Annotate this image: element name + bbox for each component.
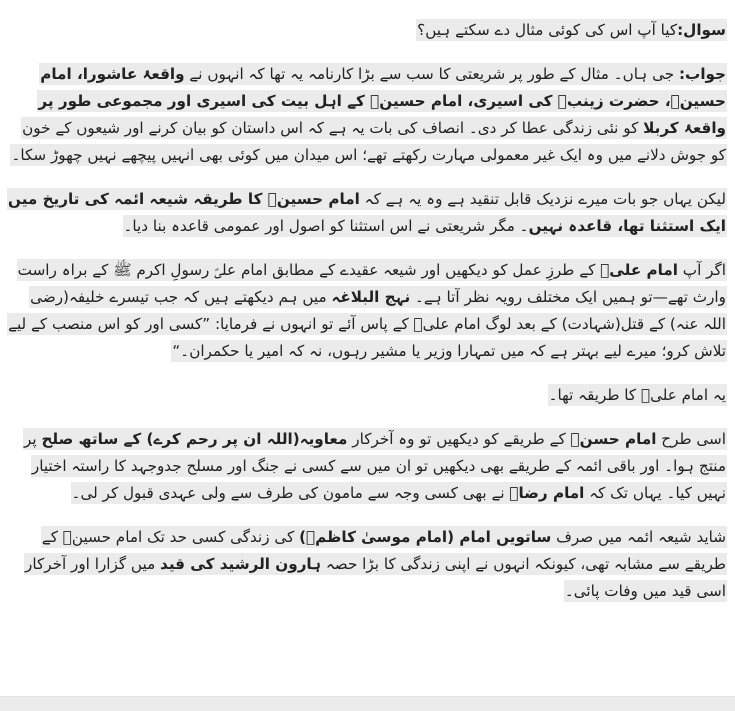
critique-text-continued: ۔ مگر شریعتی نے اس استثنا کو اصول اور عمومی قاعدہ بنا دیا۔ (123, 217, 529, 235)
paragraph-text (23, 428, 727, 504)
imam-ali-quote: میں ہم دیکھتے ہیں کہ جب تیسرے خلیفہ(رضی اللہ عنہ) کے قتل(شہادت) کے بعد لوگ امام علیؑ کے پاس آئے تو انہوں نے فرمایا: ”کسی اور کو اس منصب کے لیے تلاش کرو؛ میرے لیے بہتر ہے کہ میں تمہارا وزیر یا مشیر رہوں، نہ کہ امیر یا حکمران۔“ (8, 288, 726, 360)
paragraph-imam-hasan (8, 426, 727, 507)
paragraph-text (10, 63, 727, 166)
answer-bold-phrase: واقعۂ عاشورا، امام حسینؑ، حضرت زینبؑ کی اسیری، امام حسینؑ کے اہل بیت کی اسیری اور مجموعی طور پر واقعۂ کربلا (38, 65, 726, 137)
paragraph-seventh-imam (8, 524, 727, 605)
imam-ali-text-continued: کے طرزِ عمل کو دیکھیں اور شیعہ عقیدے کے مطابق امام علیؑ رسولِ اکرم ﷺ کے براہ راست وارث تھے—تو ہمیں ایک مختلف رویہ نظر آتا ہے۔ (17, 261, 726, 306)
paragraph-text (416, 19, 727, 41)
critique-bold-phrase: امام حسینؑ کا طریقہ شیعہ ائمہ کی تاریخ میں ایک استثنا تھا، قاعدہ نہیں (8, 190, 726, 235)
imam-ali-text: اگر آپ (677, 261, 726, 279)
paragraph-answer (8, 61, 727, 169)
answer-text: جی ہاں۔ مثال کے طور پر شریعتی کا سب سے بڑا کارنامہ یہ تھا کہ انہوں نے (184, 65, 679, 83)
seventh-imam-text-end: میں گزارا اور آخرکار اسی قید میں وفات پائی۔ (25, 555, 726, 600)
imam-ali-method-text: یہ امام علیؑ کا طریقہ تھا۔ (548, 386, 726, 404)
paragraph-imam-ali-method (8, 382, 727, 409)
critique-text: لیکن یہاں جو بات میرے نزدیک قابل تنقید ہے وہ یہ ہے کہ (359, 190, 726, 208)
imam-hasan-text: اسی طرح (656, 430, 726, 448)
harun-prison-phrase: ہارون الرشید کی قید (160, 555, 322, 573)
muawiya-peace-phrase: معاویہ(اللہ ان پر رحم کرے) کے ساتھ صلح (41, 430, 348, 448)
imam-hasan-name: امام حسنؑ (570, 430, 657, 448)
imam-hasan-text-continued: کے طریقے کو دیکھیں تو وہ آخرکار (347, 430, 571, 448)
seventh-imam-text: شاید شیعہ ائمہ میں صرف (551, 528, 726, 546)
imam-ali-name: امام علیؑ (600, 261, 678, 279)
question-text: کیا آپ اس کی کوئی مثال دے سکتے ہیں؟ (417, 21, 678, 39)
answer-label: جواب: (678, 65, 726, 83)
imam-reza-text: نے بھی کسی وجہ سے مامون کی طرف سے ولی عہدی قبول کر لی۔ (71, 484, 510, 502)
paragraph-text (24, 526, 727, 602)
bottom-scroll-strip (0, 696, 735, 711)
seventh-imam-name: ساتویں امام (امام موسیٰ کاظمؑ) (299, 528, 552, 546)
paragraph-imam-ali (8, 257, 727, 365)
paragraph-critique (8, 186, 727, 240)
paragraph-question (8, 17, 727, 44)
paragraph-text (7, 188, 727, 237)
imam-reza-name: امام رضاؑ (509, 484, 585, 502)
other-imams-text: پر منتج ہوا۔ اور باقی ائمہ کے طریقے بھی دیکھیں تو ان میں سے کسی نے جنگ اور مسلح جدوجہد کا راستہ اختیار نہیں کیا۔ یہاں تک کہ (24, 430, 726, 502)
nahj-al-balagha-title: نہج البلاغہ (331, 288, 411, 306)
answer-text-continued: کو نئی زندگی عطا کر دی۔ انصاف کی بات یہ ہے کہ اس داستان کو بیان کرنے اور شیعوں کے خون کو جوش دلانے میں وہ ایک غیر معمولی مہارت رکھتے تھے؛ اس میدان میں کوئی بھی انہیں پیچھے نہیں چھوڑ سکا۔ (11, 119, 726, 164)
question-label: سوال: (677, 21, 726, 39)
paragraph-text (548, 384, 727, 406)
seventh-imam-text-continued: کی زندگی کسی حد تک امام حسینؑ کے طریقے سے مشابہ تھی، کیونکہ انہوں نے اپنی زندگی کا بڑا حصہ (41, 528, 726, 573)
paragraph-text (7, 259, 727, 362)
